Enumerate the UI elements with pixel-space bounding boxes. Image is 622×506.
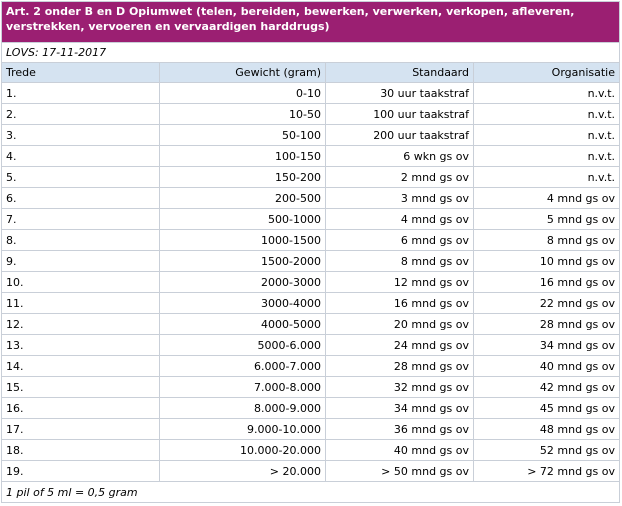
table-row — [2, 104, 620, 125]
cell-trede: 3. — [2, 125, 160, 146]
header-standaard: Standaard — [326, 63, 474, 83]
header-gewicht: Gewicht (gram) — [160, 63, 326, 83]
title-row — [2, 2, 620, 43]
cell-trede: 10. — [2, 272, 160, 293]
cell-organisatie: n.v.t. — [474, 104, 620, 125]
cell-standaard: 4 mnd gs ov — [326, 209, 474, 230]
cell-gewicht: 150-200 — [160, 167, 326, 188]
cell-gewicht: 3000-4000 — [160, 293, 326, 314]
cell-gewicht: 4000-5000 — [160, 314, 326, 335]
table-row — [2, 251, 620, 272]
cell-gewicht: 10-50 — [160, 104, 326, 125]
cell-trede: 16. — [2, 398, 160, 419]
table-row — [2, 398, 620, 419]
cell-organisatie: 16 mnd gs ov — [474, 272, 620, 293]
cell-gewicht: 50-100 — [160, 125, 326, 146]
cell-trede: 8. — [2, 230, 160, 251]
cell-organisatie: > 72 mnd gs ov — [474, 461, 620, 482]
table-row — [2, 293, 620, 314]
cell-trede: 14. — [2, 356, 160, 377]
cell-gewicht: 1500-2000 — [160, 251, 326, 272]
lovs-row — [2, 43, 620, 63]
cell-trede: 19. — [2, 461, 160, 482]
footnote-row — [2, 482, 620, 503]
cell-gewicht: 200-500 — [160, 188, 326, 209]
cell-gewicht: 5000-6.000 — [160, 335, 326, 356]
sentencing-table — [1, 1, 620, 503]
cell-organisatie: 48 mnd gs ov — [474, 419, 620, 440]
cell-gewicht: 2000-3000 — [160, 272, 326, 293]
cell-standaard: 30 uur taakstraf — [326, 83, 474, 104]
cell-gewicht: 1000-1500 — [160, 230, 326, 251]
cell-organisatie: 8 mnd gs ov — [474, 230, 620, 251]
cell-gewicht: 8.000-9.000 — [160, 398, 326, 419]
cell-organisatie: 28 mnd gs ov — [474, 314, 620, 335]
cell-organisatie: 40 mnd gs ov — [474, 356, 620, 377]
cell-organisatie: 42 mnd gs ov — [474, 377, 620, 398]
cell-organisatie: 5 mnd gs ov — [474, 209, 620, 230]
cell-standaard: 34 mnd gs ov — [326, 398, 474, 419]
cell-trede: 18. — [2, 440, 160, 461]
table-row — [2, 125, 620, 146]
table-row — [2, 461, 620, 482]
cell-standaard: 100 uur taakstraf — [326, 104, 474, 125]
cell-standaard: 200 uur taakstraf — [326, 125, 474, 146]
cell-organisatie: 52 mnd gs ov — [474, 440, 620, 461]
lovs-date: LOVS: 17-11-2017 — [2, 43, 620, 63]
cell-standaard: 6 wkn gs ov — [326, 146, 474, 167]
cell-standaard: 36 mnd gs ov — [326, 419, 474, 440]
cell-trede: 9. — [2, 251, 160, 272]
table-row — [2, 356, 620, 377]
table-row — [2, 146, 620, 167]
cell-trede: 4. — [2, 146, 160, 167]
cell-organisatie: n.v.t. — [474, 146, 620, 167]
cell-standaard: 3 mnd gs ov — [326, 188, 474, 209]
cell-organisatie: 4 mnd gs ov — [474, 188, 620, 209]
cell-standaard: > 50 mnd gs ov — [326, 461, 474, 482]
cell-organisatie: n.v.t. — [474, 83, 620, 104]
table-row — [2, 377, 620, 398]
table-row — [2, 440, 620, 461]
table-row — [2, 335, 620, 356]
header-row — [2, 63, 620, 83]
cell-trede: 1. — [2, 83, 160, 104]
table-row — [2, 209, 620, 230]
cell-trede: 15. — [2, 377, 160, 398]
cell-standaard: 8 mnd gs ov — [326, 251, 474, 272]
cell-standaard: 16 mnd gs ov — [326, 293, 474, 314]
cell-trede: 11. — [2, 293, 160, 314]
cell-gewicht: 10.000-20.000 — [160, 440, 326, 461]
cell-standaard: 24 mnd gs ov — [326, 335, 474, 356]
cell-standaard: 12 mnd gs ov — [326, 272, 474, 293]
cell-organisatie: 22 mnd gs ov — [474, 293, 620, 314]
table-row — [2, 167, 620, 188]
cell-standaard: 32 mnd gs ov — [326, 377, 474, 398]
cell-gewicht: 100-150 — [160, 146, 326, 167]
cell-gewicht: 9.000-10.000 — [160, 419, 326, 440]
cell-organisatie: 10 mnd gs ov — [474, 251, 620, 272]
sentencing-table-container — [1, 1, 619, 503]
table-row — [2, 188, 620, 209]
cell-trede: 13. — [2, 335, 160, 356]
cell-organisatie: n.v.t. — [474, 125, 620, 146]
cell-trede: 5. — [2, 167, 160, 188]
cell-standaard: 20 mnd gs ov — [326, 314, 474, 335]
cell-trede: 17. — [2, 419, 160, 440]
table-row — [2, 230, 620, 251]
header-trede: Trede — [2, 63, 160, 83]
cell-trede: 6. — [2, 188, 160, 209]
table-row — [2, 314, 620, 335]
table-title: Art. 2 onder B en D Opiumwet (telen, bereiden, bewerken, verwerken, verkopen, afleveren, verstrekken, vervoeren en vervaardigen harddrugs) — [2, 2, 620, 43]
cell-organisatie: n.v.t. — [474, 167, 620, 188]
table-row — [2, 419, 620, 440]
cell-gewicht: 7.000-8.000 — [160, 377, 326, 398]
footnote: 1 pil of 5 ml = 0,5 gram — [2, 482, 620, 503]
cell-gewicht: 6.000-7.000 — [160, 356, 326, 377]
cell-standaard: 6 mnd gs ov — [326, 230, 474, 251]
cell-trede: 2. — [2, 104, 160, 125]
cell-standaard: 28 mnd gs ov — [326, 356, 474, 377]
cell-organisatie: 34 mnd gs ov — [474, 335, 620, 356]
cell-trede: 7. — [2, 209, 160, 230]
cell-gewicht: 0-10 — [160, 83, 326, 104]
cell-standaard: 40 mnd gs ov — [326, 440, 474, 461]
table-row — [2, 83, 620, 104]
cell-organisatie: 45 mnd gs ov — [474, 398, 620, 419]
header-organisatie: Organisatie — [474, 63, 620, 83]
table-row — [2, 272, 620, 293]
cell-gewicht: 500-1000 — [160, 209, 326, 230]
cell-gewicht: > 20.000 — [160, 461, 326, 482]
cell-trede: 12. — [2, 314, 160, 335]
cell-standaard: 2 mnd gs ov — [326, 167, 474, 188]
